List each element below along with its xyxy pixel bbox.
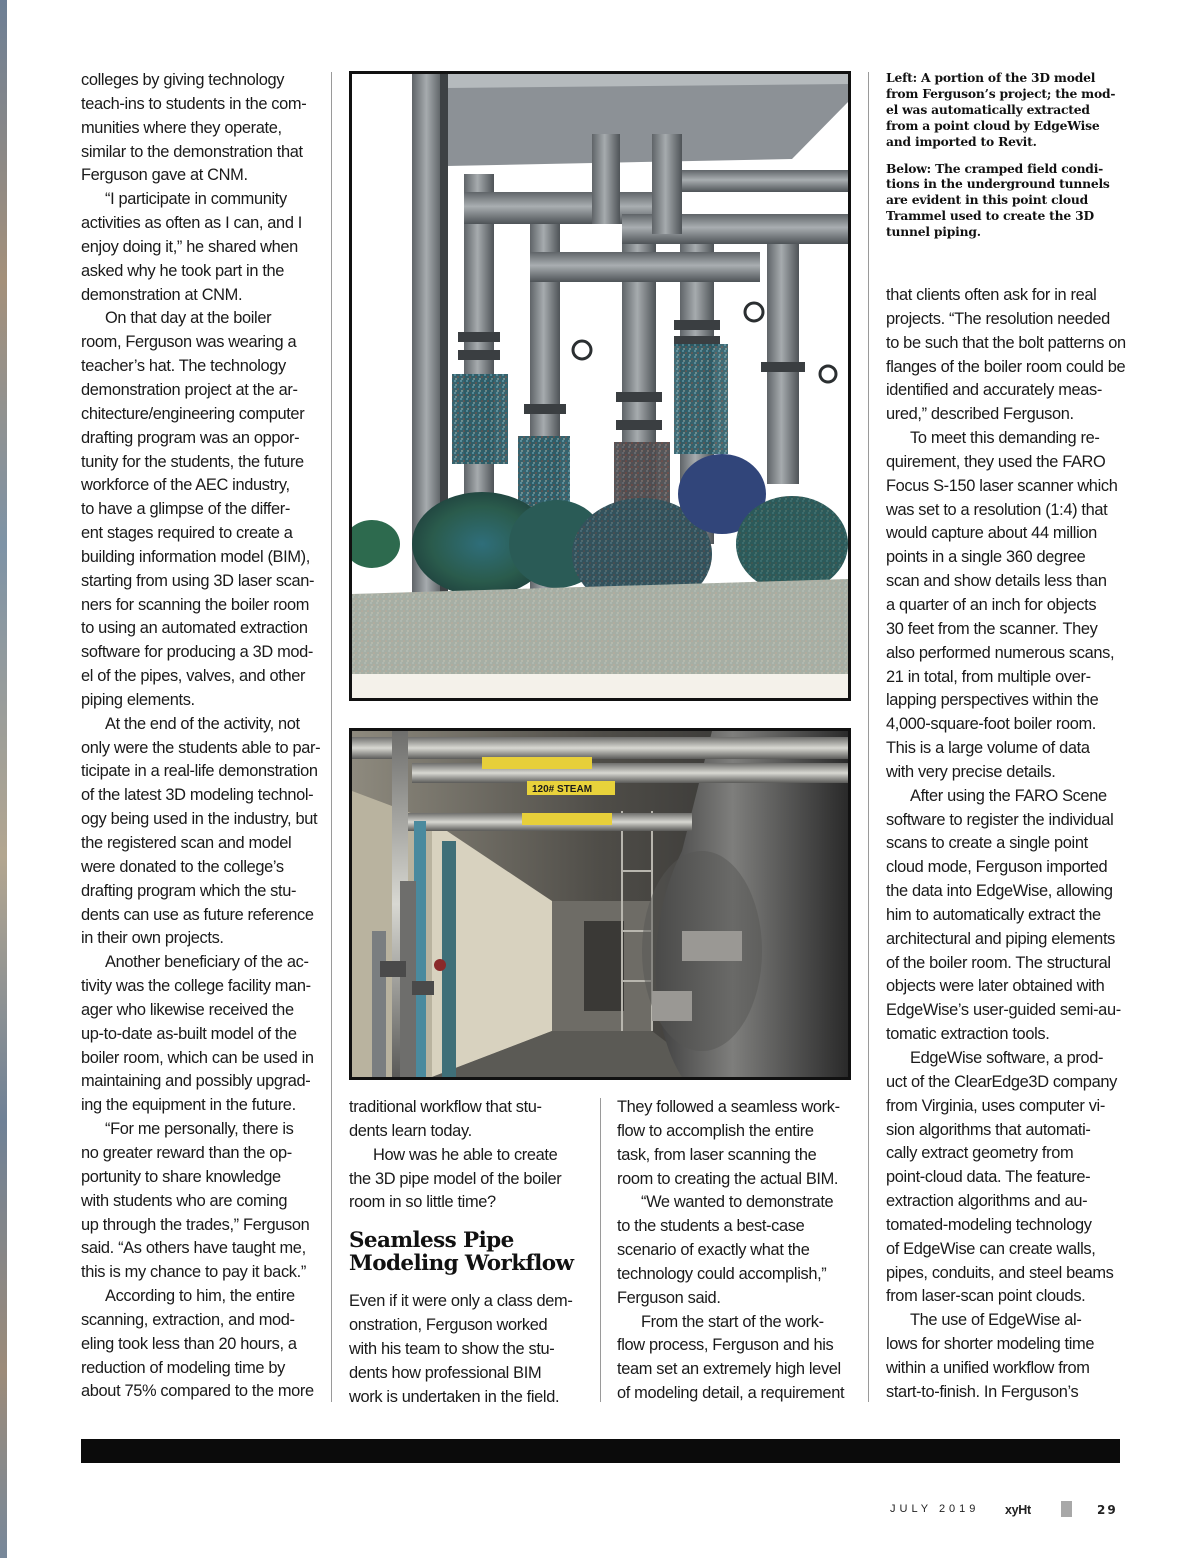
text-line: flow to accomplish the entire	[617, 1121, 814, 1140]
text-line: asked why he took part in the	[81, 261, 285, 280]
photo-caption	[886, 70, 1126, 251]
text-line: colleges by giving technology	[81, 71, 285, 89]
text-line: chitecture/engineering computer	[81, 404, 305, 423]
caption-below-line: Trammel used to create the 3D	[886, 208, 1094, 224]
text-line: munities where they operate,	[81, 118, 282, 137]
text-line: with very precise details.	[886, 762, 1056, 781]
text-line: Ferguson gave at CNM.	[81, 166, 248, 185]
text-line: him to automatically extract the	[886, 905, 1101, 924]
text-line: the registered scan and model	[81, 834, 292, 852]
text-line: Focus S-150 laser scanner which	[886, 476, 1118, 495]
text-line: ticipate in a real-life demonstration	[81, 762, 318, 781]
text-line: onstration, Ferguson worked	[349, 1316, 548, 1335]
text-line: that clients often ask for in real	[886, 286, 1097, 304]
text-line: task, from laser scanning the	[617, 1145, 817, 1164]
text-line: portunity to share knowledge	[81, 1167, 281, 1186]
text-line: scanning, extraction, and mod-	[81, 1310, 295, 1329]
text-line: From the start of the work-	[641, 1312, 824, 1331]
text-line: about 75% compared to the more	[81, 1382, 314, 1401]
text-line: to using an automated extraction	[81, 619, 308, 638]
magazine-name: xyHt	[1005, 1503, 1031, 1517]
text-line: lapping perspectives within the	[886, 691, 1099, 710]
text-line: building information model (BIM),	[81, 547, 310, 566]
text-line: ing the equipment in the future.	[81, 1096, 296, 1115]
text-line: room, Ferguson was wearing a	[81, 333, 297, 352]
text-line: this is my chance to pay it back.”	[81, 1263, 306, 1282]
text-line: cloud mode, Ferguson imported	[886, 858, 1108, 877]
text-line: were donated to the college’s	[81, 857, 284, 876]
text-line: no greater reward than the op-	[81, 1143, 292, 1162]
text-line: ogy being used in the industry, but	[81, 810, 318, 829]
text-line: Ferguson said.	[617, 1288, 721, 1307]
issue-date: JULY 2019	[890, 1503, 980, 1515]
text-line: said. “As others have taught me,	[81, 1239, 306, 1258]
text-line: On that day at the boiler	[105, 309, 272, 328]
text-line: At the end of the activity, not	[105, 714, 300, 733]
text-line: was set to a resolution (1:4) that	[886, 500, 1108, 519]
pipe-label-yellow-1	[482, 757, 592, 769]
text-line: from Virginia, uses computer vi-	[886, 1096, 1105, 1115]
text-line: tunity for the students, the future	[81, 452, 304, 471]
text-line: sion algorithms that automati-	[886, 1120, 1091, 1139]
text-line: quirement, they used the FARO	[886, 452, 1106, 471]
text-line: software to register the individual	[886, 810, 1114, 829]
photo-3d-model	[349, 71, 851, 701]
folio-divider	[1061, 1501, 1072, 1517]
text-line: start-to-finish. In Ferguson’s	[886, 1382, 1079, 1401]
text-line: to be such that the bolt patterns on	[886, 333, 1126, 352]
heading-line: Seamless Pipe	[349, 1228, 514, 1254]
footer-bar	[81, 1439, 1120, 1463]
text-line: point-cloud data. The feature-	[886, 1168, 1091, 1187]
text-line: work is undertaken in the field.	[349, 1387, 560, 1406]
text-line: 30 feet from the scanner. They	[886, 619, 1098, 638]
text-line: traditional workflow that stu-	[349, 1098, 542, 1116]
text-line: also performed numerous scans,	[886, 643, 1115, 662]
tunnel-illustration	[352, 731, 848, 1077]
pipe-label-yellow-3	[522, 813, 612, 825]
3d-model-illustration	[352, 74, 848, 698]
text-line: lows for shorter modeling time	[886, 1335, 1095, 1354]
page-number: 29	[1097, 1503, 1118, 1517]
text-line: demonstration at CNM.	[81, 285, 243, 304]
photo-tunnel-point-cloud	[349, 728, 851, 1080]
text-line: architectural and piping elements	[886, 929, 1115, 948]
text-line: “For me personally, there is	[105, 1120, 294, 1139]
text-line: scans to create a single point	[886, 834, 1088, 853]
text-line: tomated-modeling technology	[886, 1215, 1092, 1234]
caption-below	[886, 161, 1126, 241]
text-line: from laser-scan point clouds.	[886, 1287, 1086, 1306]
text-line: 4,000-square-foot boiler room.	[886, 715, 1096, 734]
column-rule-2	[600, 1098, 601, 1402]
article-column-1	[81, 69, 326, 1404]
text-line: up-to-date as-built model of the	[81, 1024, 297, 1043]
text-line: ured,” described Ferguson.	[886, 405, 1074, 424]
text-line: They followed a seamless work-	[617, 1098, 840, 1116]
text-line: scenario of exactly what the	[617, 1241, 810, 1260]
caption-left-line: Left: A portion of the 3D model	[886, 70, 1096, 85]
text-line: activities as often as I can, and I	[81, 214, 302, 233]
section-heading	[349, 1229, 594, 1275]
text-line: Another beneficiary of the ac-	[105, 953, 309, 972]
caption-below-line: tunnel piping.	[886, 224, 981, 240]
text-line: tomatic extraction tools.	[886, 1025, 1050, 1044]
text-line: to the students a best-case	[617, 1217, 805, 1236]
text-line: eling took less than 20 hours, a	[81, 1334, 297, 1353]
article-column-3	[617, 1096, 862, 1406]
text-line: with his team to show the stu-	[349, 1339, 555, 1358]
text-line: After using the FARO Scene	[910, 786, 1107, 805]
text-line: cally extract geometry from	[886, 1144, 1074, 1163]
caption-below-line: are evident in this point cloud	[886, 192, 1088, 208]
text-line: would capture about 44 million	[886, 524, 1097, 543]
text-line: dents how professional BIM	[349, 1363, 542, 1382]
text-line: 21 in total, from multiple over-	[886, 667, 1091, 686]
text-line: of the boiler room. The structural	[886, 953, 1111, 972]
text-line: identified and accurately meas-	[886, 381, 1103, 400]
caption-left-line: from Ferguson’s project; the mod-	[886, 85, 1116, 101]
text-line: How was he able to create	[373, 1145, 558, 1164]
text-line: boiler room, which can be used in	[81, 1048, 314, 1067]
text-line: tivity was the college facility man-	[81, 977, 311, 996]
text-line: ent stages required to create a	[81, 524, 293, 543]
text-line: flanges of the boiler room could be	[886, 357, 1126, 376]
text-line: piping elements.	[81, 690, 195, 709]
text-line: a quarter of an inch for objects	[886, 595, 1097, 614]
text-line: dents learn today.	[349, 1121, 472, 1140]
left-edge-strip	[0, 0, 7, 1558]
text-line: objects were later obtained with	[886, 977, 1105, 996]
text-line: extraction algorithms and au-	[886, 1192, 1088, 1211]
text-line: According to him, the entire	[105, 1287, 295, 1306]
text-line: el of the pipes, valves, and other	[81, 667, 306, 686]
text-line: enjoy doing it,” he shared when	[81, 237, 298, 256]
text-line: pipes, conduits, and steel beams	[886, 1263, 1114, 1282]
text-line: to have a glimpse of the differ-	[81, 500, 290, 519]
caption-below-line: tions in the underground tunnels	[886, 176, 1110, 192]
text-line: “I participate in community	[105, 190, 287, 209]
caption-left-line: and imported to Revit.	[886, 133, 1037, 149]
text-line: EdgeWise’s user-guided semi-au-	[886, 1001, 1121, 1020]
caption-left	[886, 70, 1126, 150]
text-line: “We wanted to demonstrate	[641, 1193, 834, 1212]
text-line: teacher’s hat. The technology	[81, 357, 286, 376]
text-line: This is a large volume of data	[886, 739, 1090, 758]
text-line: in their own projects.	[81, 929, 224, 948]
column-rule-3	[868, 72, 869, 1402]
caption-left-line: from a point cloud by EdgeWise	[886, 117, 1100, 133]
text-line: demonstration project at the ar-	[81, 380, 298, 399]
column-rule-1	[331, 72, 332, 1402]
text-line: the 3D pipe model of the boiler	[349, 1169, 562, 1188]
text-line: starting from using 3D laser scan-	[81, 571, 315, 590]
text-line: within a unified workflow from	[886, 1358, 1090, 1377]
text-line: of modeling detail, a requirement	[617, 1384, 845, 1403]
text-line: reduction of modeling time by	[81, 1358, 285, 1377]
caption-left-line: el was automatically extracted	[886, 101, 1090, 117]
text-line: the data into EdgeWise, allowing	[886, 882, 1113, 901]
article-column-2	[349, 1096, 594, 1409]
text-line: ager who likewise received the	[81, 1000, 294, 1019]
article-column-4	[886, 284, 1131, 1405]
text-line: similar to the demonstration that	[81, 142, 303, 161]
text-line: EdgeWise software, a prod-	[910, 1049, 1104, 1067]
text-line: The use of EdgeWise al-	[910, 1311, 1082, 1330]
heading-line: Modeling Workflow	[349, 1251, 574, 1277]
text-line: only were the students able to par-	[81, 738, 321, 757]
text-line: uct of the ClearEdge3D company	[886, 1072, 1117, 1091]
text-line: drafting program which the stu-	[81, 881, 297, 900]
text-line: technology could accomplish,”	[617, 1264, 827, 1283]
text-line: dents can use as future reference	[81, 905, 314, 924]
text-line: with students who are coming	[81, 1191, 288, 1210]
text-line: team set an extremely high level	[617, 1360, 841, 1379]
text-line: workforce of the AEC industry,	[81, 476, 290, 495]
text-line: maintaining and possibly upgrad-	[81, 1072, 311, 1091]
text-line: up through the trades,” Ferguson	[81, 1215, 310, 1234]
text-line: flow process, Ferguson and his	[617, 1336, 834, 1355]
text-line: of the latest 3D modeling technol-	[81, 786, 314, 805]
caption-below-line: Below: The cramped field condi-	[886, 160, 1104, 176]
text-line: teach-ins to students in the com-	[81, 94, 307, 113]
text-line: ners for scanning the boiler room	[81, 595, 310, 614]
text-line: To meet this demanding re-	[910, 429, 1100, 448]
text-line: room to creating the actual BIM.	[617, 1169, 839, 1188]
text-line: scan and show details less than	[886, 572, 1107, 591]
pipe-label-steam-text: 120# STEAM	[532, 784, 593, 795]
text-line: software for producing a 3D mod-	[81, 643, 314, 662]
text-line: projects. “The resolution needed	[886, 309, 1110, 328]
text-line: of EdgeWise can create walls,	[886, 1239, 1096, 1258]
text-line: room in so little time?	[349, 1193, 496, 1212]
text-line: drafting program was an oppor-	[81, 428, 300, 447]
text-line: points in a single 360 degree	[886, 548, 1086, 567]
text-line: Even if it were only a class dem-	[349, 1292, 573, 1311]
